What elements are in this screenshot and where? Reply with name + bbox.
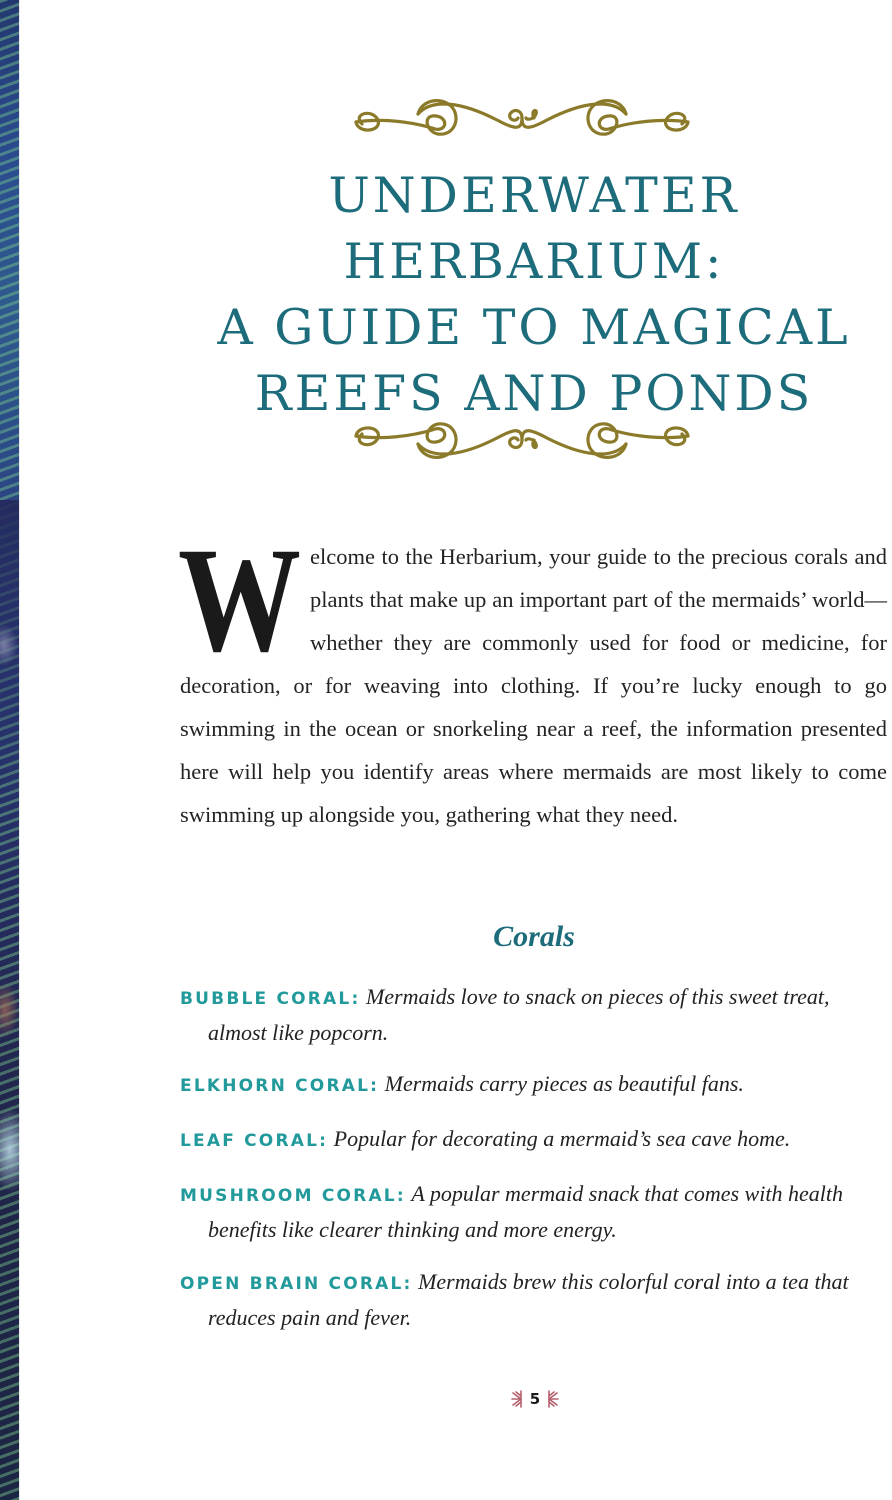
page-title (180, 163, 888, 427)
coral-entry (180, 1177, 880, 1246)
coral-name: BUBBLE CORAL: (180, 989, 361, 1009)
coral-description: Popular for decorating a mermaid’s sea cave home. (333, 1126, 791, 1151)
coral-description: Mermaids carry pieces as beautiful fans. (384, 1071, 744, 1096)
ornamental-scroll-icon (322, 410, 722, 466)
title-line: UNDERWATER (328, 167, 740, 224)
title-line: HERBARIUM: (343, 233, 725, 290)
page-number (505, 1388, 565, 1410)
coral-name: ELKHORN CORAL: (180, 1076, 380, 1096)
facing-page-illustration-edge (0, 0, 19, 1500)
coral-name: LEAF CORAL: (180, 1131, 329, 1151)
page-number-value: 5 (529, 1390, 541, 1408)
coral-name: OPEN BRAIN CORAL: (180, 1274, 413, 1294)
intro-text: elcome to the Herbarium, your guide to the precious corals and plants that make up an important part of the mermaids’ world—whether they are commonly used for food or medicine, for decoration, or for weaving into clothing. If you’re lucky enough to go swimming in the ocean or snorkeling near a reef, the information presented here will help you identify areas where mermaids are most likely to come swimming up alongside you, gathering what they need. (180, 544, 887, 827)
coral-list (180, 980, 880, 1334)
title-line: REEFS AND PONDS (254, 365, 814, 422)
coral-entry (180, 1265, 880, 1334)
coral-entry (180, 1122, 880, 1158)
section-heading-corals: Corals (493, 920, 575, 953)
ornamental-scroll-icon (322, 92, 722, 148)
coral-description: Mermaids brew this colorful coral into a tea that reduces pain and fever. (208, 1269, 849, 1330)
intro-paragraph (178, 517, 887, 836)
page-gutter (19, 0, 20, 1500)
coral-description: Mermaids love to snack on pieces of this sweet treat, almost like popcorn. (208, 984, 830, 1045)
sprig-ornament-icon (546, 1390, 560, 1408)
coral-name: MUSHROOM CORAL: (180, 1186, 406, 1206)
coral-entry (180, 980, 880, 1049)
title-line: A GUIDE TO MAGICAL (217, 299, 851, 356)
drop-cap: W (178, 517, 301, 683)
sprig-ornament-icon (510, 1390, 524, 1408)
coral-description: A popular mermaid snack that comes with health benefits like clearer thinking and more energy. (208, 1181, 843, 1242)
coral-entry (180, 1067, 880, 1103)
